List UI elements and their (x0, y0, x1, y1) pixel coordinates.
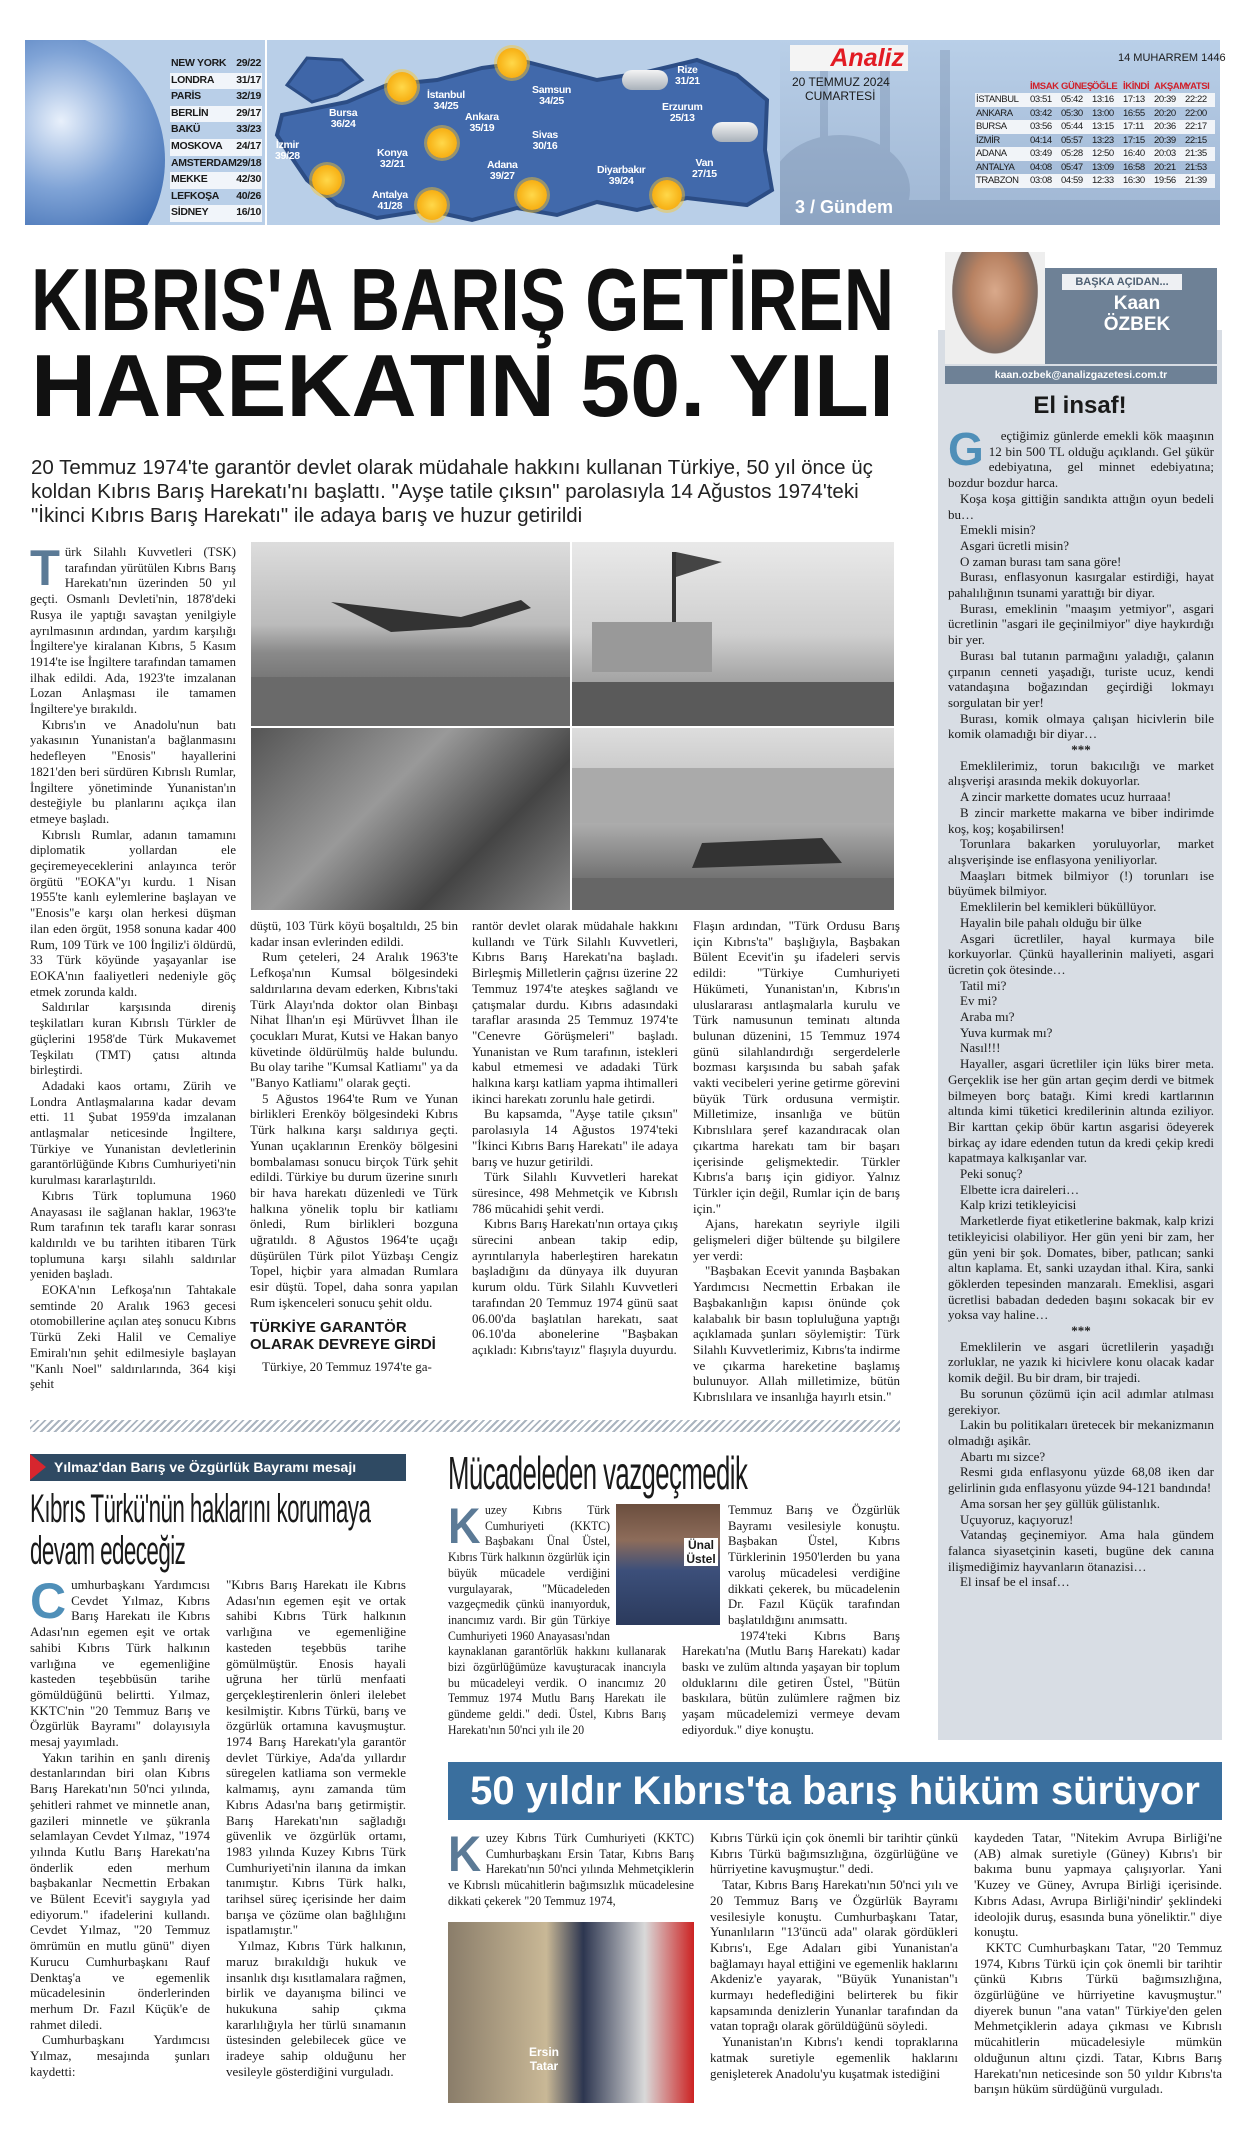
paragraph: Asgari ücretliler, hayal kurmaya bile korkuyorlar. Çünkü hayallerinin maliyeti, asgari ücretin çok ötesinde… (948, 930, 1214, 977)
city-temp: 42/30 (236, 173, 261, 186)
prayer-row (975, 107, 1215, 121)
world-weather-row (170, 139, 262, 156)
prayer-time: 13:15 (1091, 120, 1122, 134)
paragraph: Nasıl!!! (960, 1040, 1001, 1056)
weather-sivas: Sivas 30/16 (532, 129, 558, 152)
paragraph: *** (1071, 1323, 1091, 1339)
prayer-time: 04:59 (1060, 174, 1091, 188)
city-name: NEW YORK (171, 57, 227, 69)
sun-icon (417, 190, 447, 220)
tatar-article-col3 (974, 1830, 1222, 2097)
drop-cap: C (30, 1573, 67, 1629)
photo-soldiers-flag (572, 542, 894, 726)
weather-van: Van 27/15 (692, 157, 717, 180)
drop-cap: T (30, 540, 60, 596)
column-title: El insaf! (1033, 392, 1127, 419)
city-name: MOSKOVA (171, 139, 223, 152)
city-name: BAKÜ (171, 123, 201, 136)
main-article-col1 (30, 540, 236, 1392)
paragraph: Rum çeteleri, 24 Aralık 1963'te Lefkoşa'nın Kumsal bölgesindeki saldırılarına devam ederken, Kıbrıs'taki Türk Alayı'nda doktor olan Binbaşı Nihat İlhan'ın eşi Mürüvvet İlhan ile çocukları Murat, Kutsi ve Hakan banyo küvetinde öldürülmüş halde bulundu. Bu olay tarihe "Kumsal Katliamı" ya da "Banyo Katliamı" olarak geçti. (250, 949, 458, 1091)
paragraph: Burası, komik olmaya çalışan hicivlerin bile komik olamadığı bir diyar… (948, 710, 1214, 742)
paragraph: rantör devlet olarak müdahale hakkını kullandı ve Türk Silahlı Kuvvetleri, Kıbrıs Barış Harekatı'na başladı. Birleşmiş Milletlerin çağrısı üzerine 22 Temmuz 1974'te ateşkes sağlandı ve çatışmalar durdu. Kıbrıs adasındaki taraflar arasında 25 Temmuz 1974'te "Cenevre Görüşmeleri" başladı. Yunanistan ve Rum tarafının, istekleri kabul etmemesi ve adadaki Türk halkına karşı katliam yapma ihtimalleri ikinci harekatı zorunlu hale getirdi. (472, 918, 678, 1106)
column-body (948, 423, 1214, 1590)
paragraph: Adadaki kaos ortamı, Zürih ve Londra Antlaşmalarına kadar devam etti. 11 Şubat 1959'da imzalanan antlaşmalar neticesinde İngiltere, Türkiye ve Yunanistan devletlerinin garantörlüğünde Kıbrıs Cumhuriyeti'nin kurulması kararlaştırıldı. (30, 1077, 236, 1188)
columnist-email[interactable]: kaan.ozbek@analizgazetesi.com.tr (945, 366, 1217, 384)
paragraph: Elbette icra daireleri… (960, 1181, 1080, 1197)
paragraph: Abartı mı sizce? (960, 1448, 1046, 1464)
issue-weekday: CUMARTESİ (805, 89, 876, 103)
paragraph: Burası bal tutanın parmağını yaladığı, çalanın çırpanın cenneti yaşadığı, turiste ucuz, kendi vatandaşına boğazından geçirdiği lokmayı sorgulatan bir yer! (948, 647, 1214, 710)
prayer-time: 03:49 (1029, 147, 1060, 161)
city-temp: 29/22 (236, 57, 261, 69)
prayer-time: 04:14 (1030, 134, 1052, 146)
prayer-row (975, 147, 1215, 161)
prayer-time: 12:50 (1091, 147, 1122, 161)
weather-adana: Adana 39/27 (487, 159, 518, 182)
columnist-name: Kaan ÖZBEK (1103, 293, 1171, 335)
prayer-time: 20:21 (1154, 161, 1176, 173)
paragraph: "Kıbrıs Barış Harekatı ile Kıbrıs Adası'nın egemen eşit ve ortak sahibi Kıbrıs Türk halkının varlığına ve egemenliğine kasteden teşebbüs tarihe gömülmüştür. Enosis hayali uğruna her türlü menfaati gerçekleştirenlerin önleri ilelebet kesilmiştir. Kıbrıs Türkü, barış ve özgürlük ortamına kavuşmuştur. 1974 Barış Harekatı'yla garantör devlet Türkiye, Ada'da yıllardır süregelen katliama son vermekle kalmamış, aynı zamanda tüm Kıbrıs Adası'na barış getirmiştir. Barış Harekatı'nın sağladığı güvenlik ve özgürlük ortamı, 1983 yılında Kuzey Kıbrıs Türk Cumhuriyeti'nin ilanına da imkan tanımıştır. Kıbrıs Türk halkı, tarihsel süreç içerisinde her daim barışa ve çözüme olan bağlılığını ispatlamıştır." (226, 1577, 406, 1938)
paragraph: kaydeden Tatar, "Nitekim Avrupa Birliği'ne (AB) almak suretiyle (Güney) Kıbrıs'ı bir bakıma bunu yapmaya çalışıyorlar. Yani 'Kuzey ve Güney, Avrupa Birliği içerisinde. Kıbrıs Adası, Avrupa Birliği'nindir' şeklindeki ideolojik duruş, esasında buna yöneliktir." diye konuştu. (974, 1830, 1222, 1940)
prayer-header: ÖĞLE (1092, 81, 1118, 92)
prayer-time: 16:58 (1123, 161, 1145, 173)
city-name: MEKKE (171, 173, 208, 186)
prayer-city: BURSA (975, 120, 1029, 134)
section-page-label: 3 / Gündem (795, 197, 894, 217)
prayer-row (975, 134, 1215, 148)
main-spot-text: 20 Temmuz 1974'te garantör devlet olarak müdahale hakkını kullanan Türkiye, 50 yıl önce üç koldan Kıbrıs Barış Harekatı'nı başlattı. "Ayşe tatile çıksın" parolasıyla 14 Ağustos 1974'teki "İkinci Kıbrıs Barış Harekatı" ile adaya barış ve huzur getirildi (31, 456, 873, 527)
prayer-time: 13:09 (1092, 161, 1114, 173)
city-temp: 32/19 (236, 90, 261, 103)
prayer-time: 17:13 (1122, 93, 1153, 107)
tatar-headline-banner: 50 yıldır Kıbrıs'ta barış hüküm sürüyor (448, 1762, 1222, 1820)
paragraph: Ajans, harekatın seyriyle ilgili gelişmeleri diğer bültende şu bilgilere yer verdi: (693, 1216, 900, 1263)
prayer-city: ADANA (975, 147, 1029, 161)
paragraph: Tatar, Kıbrıs Barış Harekatı'nın 50'nci yılı ve 20 Temmuz Barış ve Özgürlük Bayramı vesilesiyle konuştu. Cumhurbaşkanı Tatar, Yunanlıların "13'üncü ada" olarak gördükleri Kıbrıs'ı, Ege Adaları gibi Yunanistan'a bağlamayı hayal ettiğini ve egemenlik haklarını Akdeniz'e yayarak, "Büyük Yunanistan"ı kurmayı hedeflediğini belirterek bu fikir kapsamında denizlerin Yunanlar tarafından da vatan toprağı olarak görüldüğünü söyledi. (710, 1877, 958, 2034)
paragraph: B zincir markette makarna ve biber indirimde koş, koş; koşabilirsen! (948, 804, 1214, 836)
paragraph: Yuva kurmak mı? (960, 1024, 1053, 1040)
paragraph: ürk Silahlı Kuvvetleri (TSK) tarafından yürütülen Kıbrıs Barış Harekatı'nın üzerinden 50 yıl geçti. Osmanlı Devleti'nin, 1878'deki Rusya ile yaptığı savaştan yenilgiyle ayrılmasının ardından, yardım karşılığı İngiltere'ye kiralanan Kıbrıs, 5 Kasım 1914'te ise İngiltere tarafından tamamen ilhak edildi. Ada, 1923'te imzalanan Lozan Anlaşması ile tamamen İngiltere'ye bırakıldı. (30, 544, 236, 717)
paragraph: Bu sorunun çözümü için acil adımlar atılması gerekiyor. (948, 1385, 1214, 1417)
ustel-headline: Mücadeleden vazgeçmedik (448, 1447, 748, 1499)
prayer-time: 13:00 (1092, 107, 1114, 119)
tatar-article-col1 (448, 1826, 694, 1909)
paragraph: Türk Silahlı Kuvvetleri harekat süresince, 498 Mehmetçik ve Kıbrıslı 786 mücahidi şehit verdi. (472, 1169, 678, 1216)
paragraph: El insaf be el insaf… (960, 1574, 1070, 1590)
photo-ersin-tatar (448, 1922, 694, 2103)
paragraph: Yılmaz, Kıbrıs Türk halkının, maruz bırakıldığı hukuk ve insanlık dışı kısıtlamalara rağmen, birlik ve dayanışma bilinci ve hukukuna sahip çıkma kararlılığıyla her türlü sınamanın üstesinden gelebilecek güce ve iradeye sahip olduğunu her vesileyle gösterdiğini vurguladı. (226, 1938, 406, 2079)
paragraph: 5 Ağustos 1964'te Rum ve Yunan birlikleri Erenköy bölgesindeki Kıbrıs Türk halkına karşı saldırıya geçti. Yunan uçaklarının Erenköy bölgesini bombalaması sonucu birçok Türk şehit edildi. Türkiye bu durum üzerine sınırlı bir hava harekatı düzenledi ve Türk halkına yönelik toplu bir katliamı önledi, Rum birlikleri bozguna uğratıldı. 8 Ağustos 1964'te uçağı düşürülen Türk pilot Yüzbaşı Cengiz Topel, hiçbir yara almadan Rumlara esir düştü. Topel, daha sonra yapılan Rum işkenceleri sonucu şehit oldu. (250, 1090, 458, 1310)
yilmaz-article-col2 (226, 1577, 406, 2080)
paragraph: Kıbrıs Barış Harekatı'nın ortaya çıkış sürecini anbean takip edip, ayrıntılarıyla haberleştiren harekatın başladığını da dünyaya ilk duyuran kurum oldu. Türk Silahlı Kuvvetleri tarafından 20 Temmuz 1974 günü saat 06.00'da başlatılan harekatı, saat 06.10'da abonelerine "Başbakan açıkladı: Kıbrıs'tayız" flaşıyla duyurdu. (472, 1216, 678, 1357)
prayer-time: 22:15 (1185, 134, 1207, 146)
paragraph: Ama sorsan her şey güllük gülistanlık. (960, 1495, 1161, 1511)
main-subheading: TÜRKİYE GARANTÖR OLARAK DEVREYE GİRDİ (250, 1318, 436, 1353)
photo-warplanes (251, 542, 570, 726)
prayer-time: 03:08 (1029, 174, 1060, 188)
prayer-city: ANKARA (976, 107, 1013, 119)
prayer-time: 20:20 (1154, 107, 1176, 119)
paragraph: Kalp krizi tetikleyicisi (960, 1197, 1077, 1213)
weather-ankara: Ankara 35/19 (465, 111, 499, 134)
prayer-time: 13:23 (1092, 134, 1114, 146)
city-name: BERLİN (171, 106, 209, 119)
ustel-article-col1 (448, 1498, 666, 1738)
paragraph: Kıbrıslı Rumlar, adanın tamamını diplomatik yollardan ele geçiremeyeceklerini anlayınca terör örgütü "EOKA"yı kurdu. 1 Nisan 1955'te kanlı eylemlerine başlayan ve "Enosis"e karşı olan herkesi düşman ilan eden örgüt, 1958 sonuna kadar 400 Rum, 109 Türk ve 100 İngiliz'i öldürdü, 33 Türk köyünde yaşayanlar ise EOKA'nın faaliyetleri nedeniyle göç etmek zorunda kaldı. (30, 826, 236, 999)
paragraph: Cumhurbaşkanı Yardımcısı Yılmaz, mesajında şunları kaydetti: (30, 2032, 210, 2079)
paragraph: uzey Kıbrıs Türk Cumhuriyeti (KKTC) Cumhurbaşkanı Ersin Tatar, Kıbrıs Barış Harekatı'nın 50'nci yılında Mehmetçiklerin ve Kıbrıslı mücahitlerin bağımsızlık mücadelesine dikkati çekerek "20 Temmuz 1974, (448, 1830, 694, 1908)
world-weather-row (170, 172, 262, 189)
photo-caption: Ersin Tatar (528, 2045, 559, 2073)
paragraph: KKTC Cumhurbaşkanı Tatar, "20 Temmuz 1974, Kıbrıs Türkü için çok önemli bir tarihtir çünkü Kıbrıs Türkü bağımsızlığına, özgürlüğüne ve hürriyetine kavuşmuştur." diyerek bunun "ana vatan" Türkiye'den gelen Mehmetçiklerin adaya çıkması ve Kıbrıslı mücahitlerin mücadelesiyle mümkün olduğunun altını çizdi. Tatar, Kıbrıs Barış Harekatı'nın neticesinde son 50 yıldır Kıbrıs'ta barışın hüküm sürdüğünü vurguladı. (974, 1939, 1222, 2097)
city-name: AMSTERDAM (171, 156, 237, 169)
paragraph: Yakın tarihin en şanlı direniş destanlarından biri olan Kıbrıs Barış Harekatı'nın 50'nci yılında, şehitleri rahmet ve minnetle anan, gazileri minnetle ve şükranla selamlayan Cevdet Yılmaz, "1974 yılında Kutlu Barış Harekatı'na önderlik eden merhum başbakanlar Necmettin Erbakan ve Bülent Ecevit'i saygıyla yad ediyorum." ifadelerini kullandı. Cevdet Yılmaz, "20 Temmuz ömrümün en mutlu günü" diyen Kurucu Cumhurbaşkanı Rauf Denktaş'a ve egemenlik mücadelesinin önderlerinden merhum Dr. Fazıl Küçük'e de rahmet diledi. (30, 1749, 210, 2032)
rain-cloud-icon (712, 122, 758, 142)
prayer-time: 20:39 (1154, 134, 1176, 146)
prayer-row (975, 161, 1215, 175)
prayer-header: İMSAK (1030, 81, 1059, 92)
paragraph: düştü, 103 Türk köyü boşaltıldı, 25 bin kadar insan evlerinden edildi. (250, 918, 458, 949)
prayer-row (975, 120, 1215, 134)
prayer-time: 03:42 (1030, 107, 1052, 119)
globe-image (25, 40, 165, 225)
paragraph: Temmuz Barış ve Özgürlük Bayramı vesilesiyle konuştu. Başbakan Üstel, Kıbrıs Türklerinin 1950'lerden bu yana varoluş mücadelesi verdiğine dikkati çekerek, bu mücadelenin Dr. Fazıl Küçük tarafından başlatıldığını anımsattı. (727, 1502, 900, 1627)
issue-date: 20 TEMMUZ 2024 (792, 75, 890, 89)
paragraph: Peki sonuç? (960, 1166, 1023, 1182)
drop-cap: G (948, 423, 984, 475)
prayer-time: 17:15 (1123, 134, 1145, 146)
prayer-header: YATSI (1185, 81, 1210, 92)
photo-tanks (572, 728, 894, 910)
paragraph: *** (1071, 742, 1091, 758)
prayer-time: 19:56 (1153, 174, 1184, 188)
drop-cap: K (448, 1826, 482, 1882)
article-kicker-label: Yılmaz'dan Barış ve Özgürlük Bayramı mesajı (30, 1454, 406, 1481)
sun-icon (427, 128, 457, 158)
paragraph: EOKA'nın Lefkoşa'nın Tahtakale semtinde 20 Aralık 1963 gecesi otomobillerine açılan ateş sonucu Kıbrıs Türkü Zeki Halil ve Cemaliye Emiralı'nın şehit edilmesiyle başlayan "Kanlı Noel" saldırılarında, 364 kişi şehit (30, 1282, 236, 1392)
paragraph: Kıbrıs'ın ve Anadolu'nun batı yakasının Yunanistan'a bağlanmasını hedefleyen "Enosis" hayallerini 1821'den beri sürdüren Kıbrıslı Rumlar, İngiltere yönetiminde Yunanistan'ın desteğiyle bu planlarını açıkça ilan etmeye başladı. (30, 716, 236, 826)
paragraph: A zincir markette domates ucuz hurraaa! (960, 789, 1172, 805)
paragraph: Emeklilerin ve asgari ücretlilerin yaşadığı zorluklar, ne yazık ki hicivlere konu olacak kadar komik değil. Bu bir dram, bir trajedi. (948, 1338, 1214, 1386)
paragraph: Hayalin bile pahalı olduğu bir ülke (960, 914, 1142, 930)
city-name: PARİS (171, 90, 201, 103)
prayer-time: 22:17 (1184, 120, 1215, 134)
world-weather-row (170, 205, 262, 222)
prayer-header: İKİNDİ (1123, 81, 1150, 92)
prayer-time: 21:53 (1185, 161, 1207, 173)
city-name: LONDRA (171, 73, 215, 86)
paragraph: Torunlara bakarken yoruluyorlar, market alışverişinde ise enflasyona yeniliyorlar. (948, 836, 1214, 867)
paragraph: Burası, enflasyonun kasırgalar estirdiği, hayat pahalılığının tsunami yarattığı bir diyar. (948, 569, 1214, 601)
paragraph: Asgari ücretli misin? (960, 537, 1070, 553)
drop-cap: K (448, 1498, 481, 1554)
paragraph: Emeklilerimiz, torun bakıcılığı ve market alışverişi arasında mekik dokuyorlar. (948, 757, 1214, 789)
paragraph: Maaşları bitmek bilmiyor (!) torunları ise büyümek bilmiyor. (948, 867, 1214, 899)
prayer-time: 20:39 (1153, 93, 1184, 107)
prayer-time: 05:28 (1060, 147, 1091, 161)
prayer-time: 17:11 (1122, 120, 1153, 134)
weather-konya: Konya 32/21 (377, 147, 408, 170)
prayer-time: 05:47 (1061, 161, 1083, 173)
paragraph: Hayaller, asgari ücretliler için lüks birer meta. Gerçeklik ise her gün artan geçim derdi ve bitmek bilmeyen borç batağı. Kimi kredi kartlarının altında kimi tüketici kredilerinin altında eziliyor. Bir karttan çekip öbür kartın asgarisi ödeyerek birkaç ay idare edenden tutun da kredi çekip kredi kapatmaya kalkışanlar var. (948, 1056, 1214, 1166)
paragraph: Kıbrıs Türk toplumuna 1960 Anayasası ile sağlanan haklar, 1963'te Rum tarafının tek taraflı karar sonrası kaldırıldı ve bu tarihten itibaren Türk toplumuna karşı silahlı saldırılar yeniden başladı. (30, 1187, 236, 1282)
paragraph: umhurbaşkanı Yardımcısı Cevdet Yılmaz, Kıbrıs Barış Harekatı ile Kıbrıs Adası'nın egemen eşit ve ortak sahibi Kıbrıs Türk halkının varlığına ve egemenliğine kasteden teşebbüsün tarihe gömüldüğünü belirtti. Yılmaz, KKTC'nin "20 Temmuz Barış ve Özgürlük Bayramı" dolayısıyla mesaj yayımladı. (30, 1577, 210, 1750)
world-weather-row (170, 73, 262, 90)
main-article-col2 (250, 918, 458, 1374)
paragraph: Flaşın ardından, "Türk Ordusu Barış için Kıbrıs'ta" başlığıyla, Başbakan Bülent Ecevit'in şu ifadeleri servis edildi: "Türkiye Cumhuriyeti Hükümeti, Yunanistan'ın, Kıbrıs'ın uluslararası antlaşmalarla kurulu ve Türk namusunun teminatı altında bulunan düzenini, 15 Temmuz 1974 günü silahlandırdığı sergerdelerle bozması karşısında bu sabah şafak vakti vecibeleri yerine getirme görevini büyük Türk ordusuna vermiştir. Milletimize, insanlığa ve bütün Kıbrıslılara şeref kazandıracak olan çıkartma harekatı tam bir başarı içerisinde gelişmektedir. Türkler Kıbrıs'a barış için gidiyor. Yalnız Türkler için değil, Rumlar için de barış için." (693, 918, 900, 1216)
sun-icon (517, 180, 547, 210)
city-name: SİDNEY (171, 206, 209, 219)
prayer-times-table (975, 80, 1215, 188)
prayer-time: 05:42 (1060, 93, 1091, 107)
prayer-time: 13:16 (1091, 93, 1122, 107)
paragraph: Araba mı? (960, 1009, 1015, 1025)
photo-soldier-children (251, 728, 570, 910)
prayer-city: İSTANBUL (975, 93, 1029, 107)
prayer-header: GÜNEŞ (1061, 81, 1093, 92)
weather-samsun: Samsun 34/25 (532, 84, 572, 107)
paragraph: uzey Kıbrıs Türk Cumhuriyeti (KKTC) Başbakanı Ünal Üstel, Kıbrıs Türk halkının özgürlük için büyük mücadele verdiğini vurgulayarak, "Mücadeleden vazgeçmedik çünkü inanıyorduk, inancımız vardı. Bir gün Türkiye Cumhuriyeti 1960 Anayasası'ndan kaynaklanan garantörlük hakkını kullanarak bizi özgürlüğümüze kavuşturacak inancıyla bu mücadeleyi verdik. O inancımız 20 Temmuz 1974 Mutlu Barış Harekatı ile gündeme geldi." dedi. Üstel, Kıbrıs Barış Harekatı'nın 50'nci yılı ile 20 (448, 1502, 666, 1737)
weather-diyarbakir: Diyarbakır 39/24 (597, 164, 646, 187)
paragraph: Burası, emeklinin "maaşım yetmiyor", asgari ücretlinin "asgari ile geçinilmiyor" diye haykırdığı bir yer. (948, 600, 1214, 648)
paragraph: Saldırılar karşısında direniş teşkilatları kuran Kıbrıslı Türkler de güçlerini 1958'de Türk Mukavemet Teşkilatı (TMT) çatısı altında birleştirdi. (30, 999, 236, 1078)
main-article-col4 (693, 918, 900, 1405)
yilmaz-article-col1 (30, 1573, 210, 2080)
columnist-photo (945, 252, 1045, 364)
prayer-time: 04:08 (1030, 161, 1052, 173)
paragraph: Marketlerde fiyat etiketlerine bakmak, kalp krizi tetikleyicisi olabiliyor. Her gün yeni bir zam, her gün yeni bir şok. Domates, biber, patlıcan; sanki altın kaplama. Et, sanki uzaydan ithal. Kira, sanki göklerden tepesinden manzaralı. Emeklisi, asgari ücretlisi babadan dededen başını sokacak bir ev yoksa vay haline… (948, 1213, 1214, 1323)
world-weather-list (170, 56, 262, 222)
sun-icon (387, 72, 417, 102)
prayer-time: 12:33 (1091, 174, 1122, 188)
prayer-time: 16:40 (1122, 147, 1153, 161)
world-weather-row (170, 106, 262, 123)
prayer-time: 03:56 (1029, 120, 1060, 134)
sun-icon (312, 165, 342, 195)
weather-antalya: Antalya 41/28 (372, 189, 408, 212)
paragraph: Resmi gıda enflasyonu yüzde 68,08 iken dar gelirlinin gıda enflasyonu yüzde 94-121 bandında! (948, 1464, 1214, 1496)
prayer-city: İZMİR (976, 134, 1000, 146)
world-weather-row (170, 189, 262, 206)
prayer-time: 03:51 (1029, 93, 1060, 107)
paragraph: Kıbrıs Türkü için çok önemli bir tarihtir çünkü Kıbrıs Türkü bağımsızlığına, özgürlüğüne ve hürriyetine kavuşmuştur." dedi. (710, 1830, 958, 1877)
paragraph: Lakin bu politikaları üretecek bir mekanizmanın olmadığı aşikâr. (948, 1417, 1214, 1448)
weather-rize: Rize 31/21 (675, 64, 700, 87)
main-headline-line1: KIBRIS'A BARIŞ GETİREN (31, 250, 894, 349)
paragraph: Türkiye, 20 Temmuz 1974'te ga- (262, 1358, 432, 1374)
prayer-time: 20:03 (1153, 147, 1184, 161)
city-temp: 40/26 (236, 189, 261, 202)
prayer-time: 05:30 (1061, 107, 1083, 119)
weather-izmir: İzmir 39/28 (275, 139, 300, 162)
paragraph: Bu kapsamda, "Ayşe tatile çıksın" parolasıyla 14 Ağustos 1974'teki "İkinci Kıbrıs Barış Harekatı" ile adaya barış ve huzur getirildi. (472, 1106, 678, 1169)
prayer-time: 22:00 (1185, 107, 1207, 119)
paragraph: 1974'teki Kıbrıs Barış Harekatı'na (Mutlu Barış Harekatı) kadar baskı ve zulüm altında yaşayan bir toplum olduklarını dile getiren Üstel, "Bütün baskılara, bütün zulümlere rağmen biz yaşam mücadelemizi vermeye devam ediyorduk." diye konuştu. (682, 1627, 900, 1737)
paragraph: Tatil mi? (960, 977, 1007, 993)
city-temp: 29/18 (236, 156, 262, 169)
main-article-col3 (472, 918, 678, 1358)
paragraph: Yunanistan'ın Kıbrıs'ı kendi topraklarına katmak suretiyle egemenlik haklarını genişleterek Anadolu'yu kuşatmak istediğini (710, 2034, 958, 2081)
rain-cloud-icon (622, 70, 668, 90)
paragraph: "Başbakan Ecevit yanında Başbakan Yardımcısı Necmettin Erbakan ile Başbakanlığın kapısı önünde çok kalabalık bir basın topluluğuna yaptığı açıklamada şunları söylemiştir: Türk Silahlı Kuvvetlerimiz, Kıbrıs'ta indirme ve çıkarma hareketine başlamış bulunuyor. Allah milletimize, bütün Kıbrıslılara ve insanlığa hayırlı etsin." (693, 1263, 900, 1405)
paragraph: eçtiğimiz günlerde emekli kök maaşının 12 bin 500 TL olduğu açıklandı. Gel şükür edebiyatına, gel minnet edebiyatına; bozdur bozdur harca. (948, 428, 1214, 491)
prayer-time: 05:44 (1060, 120, 1091, 134)
prayer-row (975, 93, 1215, 107)
prayer-city: TRABZON (975, 174, 1029, 188)
weather-erzurum: Erzurum 25/13 (662, 101, 703, 124)
hijri-date: 14 MUHARREM 1446 (1118, 52, 1226, 64)
tatar-article-col2 (710, 1830, 958, 2081)
city-temp: 33/23 (236, 123, 261, 136)
column-label: BAŞKA AÇIDAN... (1062, 274, 1182, 290)
city-temp: 29/17 (236, 106, 261, 119)
yilmaz-headline: Kıbrıs Türkü'nün haklarını korumaya devam edeceğiz (30, 1487, 371, 1573)
photo-caption: Ünal Üstel (684, 1538, 718, 1566)
paragraph: O zaman burası tam sana göre! (960, 553, 1122, 569)
city-temp: 24/17 (236, 139, 261, 152)
paragraph: Emekli misin? (960, 522, 1036, 538)
world-weather-row (170, 122, 262, 139)
prayer-time: 16:55 (1123, 107, 1145, 119)
prayer-time: 22:22 (1184, 93, 1215, 107)
city-name: LEFKOŞA (171, 189, 220, 202)
city-temp: 31/17 (236, 73, 261, 86)
section-divider (30, 1420, 900, 1432)
weather-bursa: Bursa 36/24 (329, 107, 358, 130)
paragraph: Ev mi? (960, 993, 998, 1009)
sun-icon (497, 48, 527, 78)
prayer-time: 16:30 (1122, 174, 1153, 188)
prayer-header: AKŞAM (1154, 81, 1187, 92)
prayer-time: 20:36 (1153, 120, 1184, 134)
world-weather-row (170, 56, 262, 73)
world-weather-row (170, 156, 262, 173)
main-headline-line2: HAREKATIN 50. YILI (31, 336, 894, 435)
city-temp: 16/10 (236, 206, 261, 219)
paragraph: Koşa koşa gittiğin sandıkta attığın oyun bedeli bu… (948, 490, 1214, 522)
turkey-weather-map (265, 40, 780, 225)
prayer-city: ANTALYA (976, 161, 1015, 173)
prayer-time: 05:57 (1061, 134, 1083, 146)
main-spot (31, 456, 894, 528)
paragraph: Vatandaş geçinemiyor. Ama hala gündem falanca siyasetçinin kaseti, bugüne dek canına ilişmediğimiz hayvanların ötanazisi… (948, 1527, 1214, 1574)
prayer-time: 21:35 (1184, 147, 1215, 161)
weather-istanbul: İstanbul 34/25 (427, 89, 465, 112)
world-weather-row (170, 89, 262, 106)
sun-icon (652, 180, 682, 210)
paragraph: Uçuyoruz, kaçıyoruz! (960, 1511, 1074, 1527)
prayer-row (975, 174, 1215, 188)
prayer-time: 21:39 (1184, 174, 1215, 188)
paragraph: Emeklilerin bel kemikleri büküllüyor. (960, 899, 1157, 915)
newspaper-logo: Analiz (790, 45, 908, 71)
